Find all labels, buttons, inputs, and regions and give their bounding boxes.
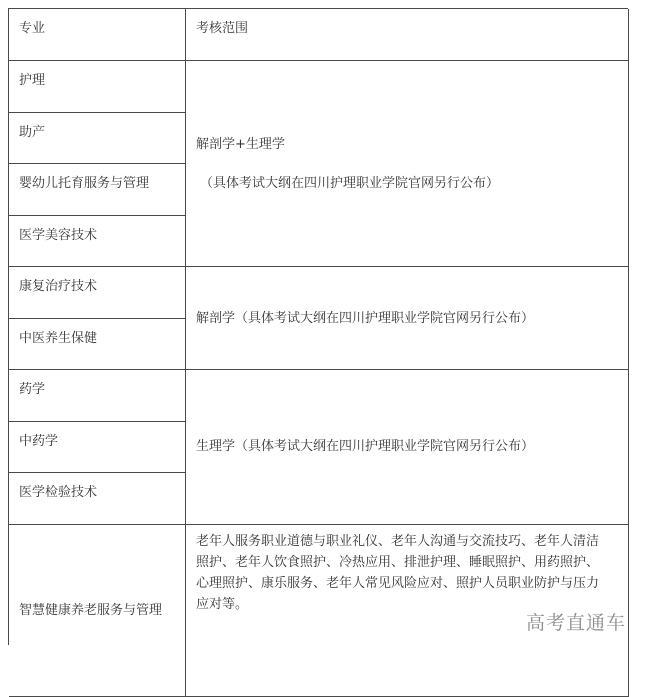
major-rehabilitation: 康复治疗技术	[9, 267, 186, 319]
scope-physiology: 生理学（具体考试大纲在四川护理职业学院官网另行公布）	[186, 370, 629, 525]
major-childcare: 婴幼儿托育服务与管理	[9, 164, 186, 216]
exam-scope-table	[8, 8, 628, 645]
major-midwifery: 助产	[9, 113, 186, 165]
watermark-text: 高考直通车	[526, 608, 626, 635]
major-chinese-pharmacy: 中药学	[9, 422, 186, 474]
header-scope: 考核范围	[186, 9, 629, 61]
scope-elderly-care: 老年人服务职业道德与职业礼仪、老年人沟通与交流技巧、老年人清洁照护、老年人饮食照护、冷热应用、排泄护理、睡眠照护、用药照护、心理照护、康乐服务、老年人常见风险应对、照护人员职业防护与压力应对等。	[186, 525, 629, 697]
major-medical-cosmetology: 医学美容技术	[9, 216, 186, 268]
major-smart-elderly-care: 智慧健康养老服务与管理	[9, 525, 186, 697]
major-pharmacy: 药学	[9, 370, 186, 422]
scope-anatomy-physiology	[186, 61, 629, 267]
major-tcm-health: 中医养生保健	[9, 319, 186, 371]
major-medical-lab: 医学检验技术	[9, 473, 186, 525]
scope-anatomy-physiology-line1: 解剖学+生理学	[196, 135, 620, 154]
scope-anatomy: 解剖学（具体考试大纲在四川护理职业学院官网另行公布）	[186, 267, 629, 370]
major-nursing: 护理	[9, 61, 186, 113]
scope-anatomy-physiology-line2: （具体考试大纲在四川护理职业学院官网另行公布）	[196, 174, 620, 193]
header-major: 专业	[9, 9, 186, 61]
